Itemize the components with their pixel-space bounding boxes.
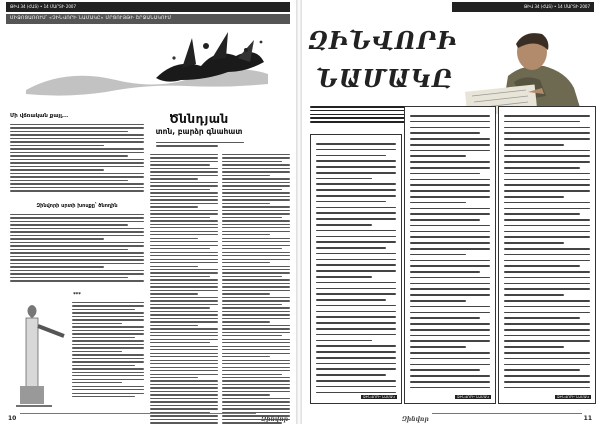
right-brand-logo: Զինվոր	[402, 416, 429, 423]
center-article-body-col2	[222, 154, 290, 424]
separator-mark: ***	[73, 292, 81, 298]
ink-splash-image	[6, 28, 290, 106]
center-title-line1: Ծննդյան	[169, 112, 229, 126]
left-brand-logo: Զինվոր	[261, 416, 288, 423]
article3-body	[72, 302, 144, 400]
right-page	[302, 0, 600, 424]
soldier-writing-photo	[462, 16, 594, 114]
left-page-header	[6, 2, 290, 12]
article2-title: Զինվորի սրտի խոսքը՝ ծնողին	[36, 203, 118, 209]
candle-illustration	[12, 302, 68, 410]
masthead-line2: ՆԱՄԱԿԸ	[316, 64, 453, 93]
center-lead	[156, 142, 244, 149]
right-issue-info: ԹԻՎ 34 (ՀԱՏ) • 14 ՄԱՐՏԻ 2007	[523, 4, 590, 9]
center-title-line2: տոն, բարձր գնահատ	[155, 127, 243, 136]
article1-body	[10, 124, 144, 194]
letter1-signature: ԶԻՆՎՈՐԻ ՆԱՄԱԿ	[362, 395, 395, 399]
right-page-number: 11	[583, 415, 592, 422]
center-article-body-col1	[150, 154, 218, 424]
letter-box-3	[498, 106, 596, 404]
letter2-signature: ԶԻՆՎՈՐԻ ՆԱՄԱԿ	[456, 395, 489, 399]
left-page	[0, 0, 296, 424]
article2-body	[10, 214, 144, 284]
left-issue-info: ԹԻՎ 34 (ՀԱՏ) • 14 ՄԱՐՏԻ 2007	[10, 4, 77, 9]
left-section-banner: ՄԻՋՈՑԱՌՈՒՄ՝ «ՉԻՆՎՈՐԻ ՆԱՄԱԿԸ» ՄՐՑՈՒՅԹԻ ՇՐՋԱՆԱԿՈՒՄ	[6, 14, 290, 24]
letter-box-1	[310, 134, 402, 404]
right-page-header	[452, 2, 594, 12]
left-page-number: 10	[8, 415, 17, 422]
letter3-signature: ԶԻՆՎՈՐԻ ՆԱՄԱԿ	[556, 395, 589, 399]
masthead-line1: ԶԻՆՎՈՐԻ	[308, 26, 458, 55]
letter-box-2	[404, 106, 496, 404]
article1-title: Մի վճռական քայլ...	[10, 113, 69, 119]
left-footer-rule	[20, 413, 256, 422]
right-footer-rule	[432, 413, 582, 422]
